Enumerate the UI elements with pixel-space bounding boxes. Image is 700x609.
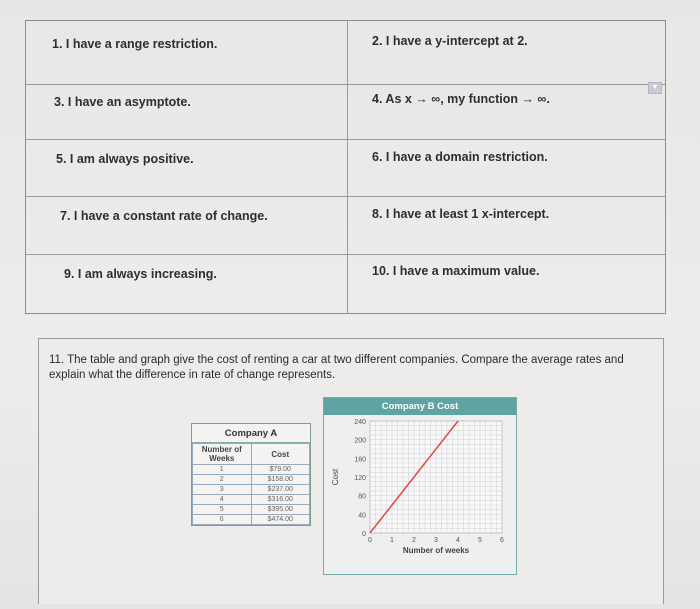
table-row (193, 495, 310, 505)
question-11-box (38, 338, 664, 604)
statements-grid (25, 20, 666, 314)
statement-6: 6. I have a domain restriction. (372, 150, 548, 164)
x-tick-label: 2 (412, 537, 416, 544)
y-tick-label: 240 (354, 419, 366, 426)
weeks-cell: 3 (193, 485, 252, 495)
x-tick-label: 6 (500, 537, 504, 544)
x-tick-label: 3 (434, 537, 438, 544)
company-a-table (191, 423, 311, 526)
statement-7: 7. I have a constant rate of change. (60, 209, 268, 223)
weeks-header: Number of Weeks (193, 444, 252, 465)
dropdown-arrow-icon[interactable]: ▼ (648, 82, 662, 94)
row-divider (26, 254, 665, 255)
table-row (193, 485, 310, 495)
statement-1: 1. I have a range restriction. (52, 37, 218, 51)
y-axis-label: Cost (331, 468, 340, 486)
cost-cell: $79.00 (251, 465, 310, 475)
y-tick-label: 80 (358, 493, 366, 501)
cost-cell: $237.00 (251, 485, 310, 495)
cost-cell: $395.00 (251, 505, 310, 515)
weeks-cell: 6 (193, 515, 252, 525)
table-row (193, 515, 310, 525)
company-a-title: Company A (192, 424, 310, 443)
company-b-chart (323, 397, 517, 575)
row-divider (26, 84, 665, 85)
row-divider (26, 196, 665, 197)
statement-8: 8. I have at least 1 x-intercept. (372, 207, 550, 221)
weeks-cell: 4 (193, 495, 252, 505)
statement-4: 4. As x → ∞, my function → ∞. (372, 92, 550, 106)
column-divider (347, 21, 348, 313)
weeks-cell: 5 (193, 505, 252, 515)
y-tick-label: 120 (354, 475, 366, 482)
company-a-grid (192, 443, 310, 525)
statement-3: 3. I have an asymptote. (54, 95, 191, 109)
chart-title: Company B Cost (324, 398, 516, 415)
weeks-cell: 1 (193, 465, 252, 475)
table-row (193, 465, 310, 475)
cost-cell: $474.00 (251, 515, 310, 525)
cost-header: Cost (251, 444, 310, 465)
statement-9: 9. I am always increasing. (64, 267, 217, 281)
x-tick-label: 4 (456, 537, 460, 544)
statement-2: 2. I have a y-intercept at 2. (372, 34, 528, 48)
statement-10: 10. I have a maximum value. (372, 264, 540, 278)
table-row (193, 505, 310, 515)
cost-cell: $158.00 (251, 475, 310, 485)
table-row (193, 475, 310, 485)
row-divider (26, 139, 665, 140)
chart-svg (324, 415, 516, 574)
statement-5: 5. I am always positive. (56, 152, 194, 166)
question-11-text: 11. The table and graph give the cost of renting a car at two different companies. Compare the average rates and explain what the difference in rate of change represents. (49, 354, 624, 381)
x-axis-label: Number of weeks (402, 546, 470, 555)
y-tick-label: 160 (354, 456, 366, 464)
y-tick-label: 40 (358, 512, 366, 520)
x-tick-label: 0 (368, 537, 372, 544)
cost-cell: $316.00 (251, 495, 310, 505)
x-tick-label: 1 (390, 537, 394, 544)
weeks-cell: 2 (193, 475, 252, 485)
y-tick-label: 0 (362, 531, 366, 538)
y-tick-label: 200 (354, 437, 366, 445)
x-tick-label: 5 (478, 537, 482, 544)
